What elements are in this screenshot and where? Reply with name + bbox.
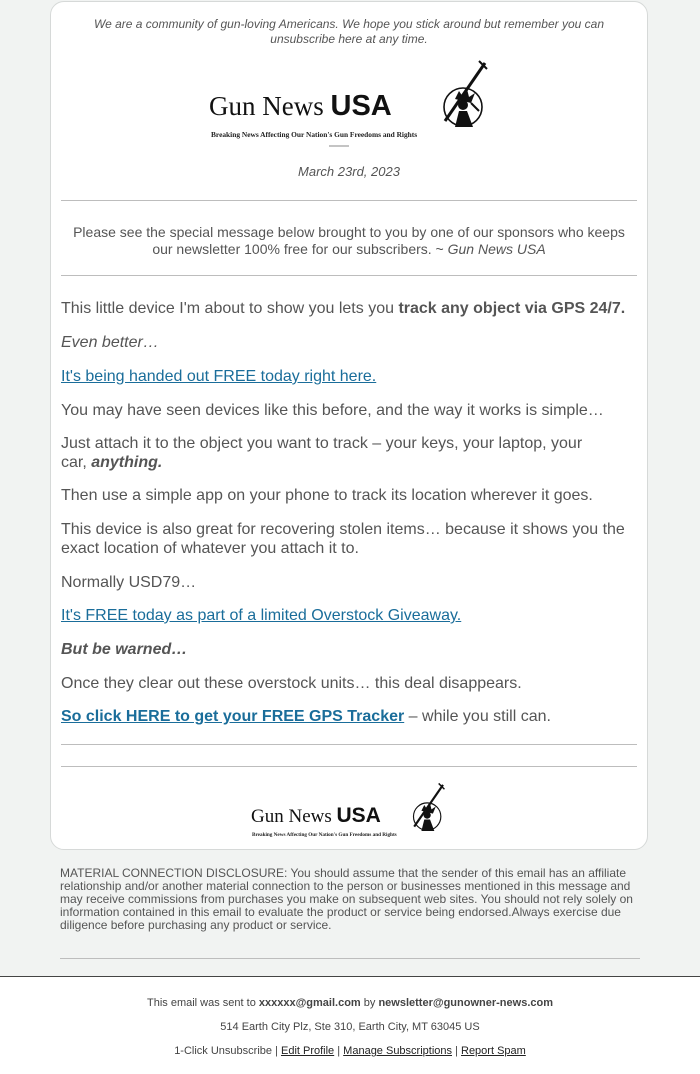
free-today-link[interactable]: It's being handed out FREE today right here.	[61, 368, 377, 385]
paragraph-link-2	[61, 606, 633, 625]
sender-email: newsletter@gunowner-news.com	[378, 997, 553, 1009]
logo-footer[interactable]	[251, 780, 451, 842]
paragraph-6: This device is also great for recovering stolen items… because it shows you the exact location of whatever you attach it to.	[61, 521, 625, 557]
cta-tail: – while you still can.	[404, 708, 551, 725]
separator: |	[272, 1045, 281, 1057]
paragraph-8: But be warned…	[61, 641, 188, 658]
paragraph-4-text: Just attach it to the object you want to track – your keys, your laptop, your car,	[61, 435, 583, 471]
logo-name-main: Gun News	[251, 806, 337, 827]
logo-name-accent: USA	[330, 90, 392, 122]
sponsor-text: Please see the special message below brought to you by one of our sponsors who keeps our newsletter 100% free for our subscribers. ~	[73, 224, 625, 257]
cta-paragraph	[61, 707, 633, 726]
divider	[61, 744, 637, 745]
sponsor-message	[71, 224, 627, 258]
paragraph-1-text: This little device I'm about to show you lets you	[61, 300, 399, 317]
cta-link[interactable]: So click HERE to get your FREE GPS Tracker	[61, 708, 405, 725]
report-spam-link[interactable]: Report Spam	[461, 1045, 526, 1057]
logo-name-accent: USA	[336, 804, 381, 827]
paragraph-2: Even better…	[61, 334, 159, 351]
paragraph-link-1	[61, 367, 633, 386]
divider	[61, 200, 637, 201]
logo-name	[251, 804, 381, 827]
statue-of-liberty-rifle-icon	[413, 783, 444, 831]
separator: |	[334, 1045, 344, 1057]
email-card	[50, 1, 648, 850]
paragraph-1	[61, 299, 633, 318]
logo-name	[209, 90, 392, 122]
logo-tagline: Breaking News Affecting Our Nation's Gun Freedoms and Rights	[211, 130, 418, 139]
logo-tagline: Breaking News Affecting Our Nation's Gun Freedoms and Rights	[252, 832, 397, 838]
divider	[60, 958, 640, 959]
paragraph-7: Normally USD79…	[61, 574, 197, 591]
intro-text: We are a community of gun-loving Americans. We hope you stick around but remember you can unsubscribe here at any time.	[93, 17, 605, 46]
separator: |	[452, 1045, 461, 1057]
statue-of-liberty-rifle-icon	[444, 61, 487, 127]
paragraph-9: Once they clear out these overstock units… this deal disappears.	[61, 675, 522, 692]
sent-by: by	[360, 997, 379, 1009]
overstock-giveaway-link[interactable]: It's FREE today as part of a limited Overstock Giveaway.	[61, 607, 462, 624]
sent-prefix: This email was sent to	[147, 997, 259, 1009]
sponsor-signature: Gun News USA	[447, 241, 546, 257]
sent-to-line	[0, 997, 700, 1009]
logo-header[interactable]	[209, 57, 493, 147]
paragraph-5: Then use a simple app on your phone to track its location wherever it goes.	[61, 487, 593, 504]
paragraph-4-bold: anything.	[91, 454, 163, 471]
unsubscribe-label[interactable]: 1-Click Unsubscribe	[174, 1045, 272, 1057]
divider	[61, 275, 637, 276]
footer-links	[0, 1045, 700, 1057]
manage-subscriptions-link[interactable]: Manage Subscriptions	[343, 1045, 453, 1057]
paragraph-3: You may have seen devices like this before, and the way it works is simple…	[61, 402, 604, 419]
edit-profile-link[interactable]: Edit Profile	[280, 1045, 335, 1057]
newsletter-date: March 23rd, 2023	[298, 164, 400, 179]
recipient-email: xxxxxx@gmail.com	[258, 997, 361, 1009]
material-disclosure: MATERIAL CONNECTION DISCLOSURE: You should assume that the sender of this email has an affiliate relationship and/or another material connection to the person or businesses mentioned in this message and may receive commissions from purchases you make on subsequent web sites. You should not rely solely on information contained in this email to evaluate the product or service being endorsed.Always exercise due diligence before purchasing any product or service.	[60, 866, 633, 932]
paragraph-4	[61, 434, 587, 472]
email-footer	[0, 976, 700, 1074]
divider	[61, 766, 637, 767]
postal-address: 514 Earth City Plz, Ste 310, Earth City, MT 63045 US	[220, 1021, 480, 1033]
logo-name-main: Gun News	[209, 91, 331, 121]
paragraph-1-bold: track any object via GPS 24/7.	[398, 300, 626, 317]
